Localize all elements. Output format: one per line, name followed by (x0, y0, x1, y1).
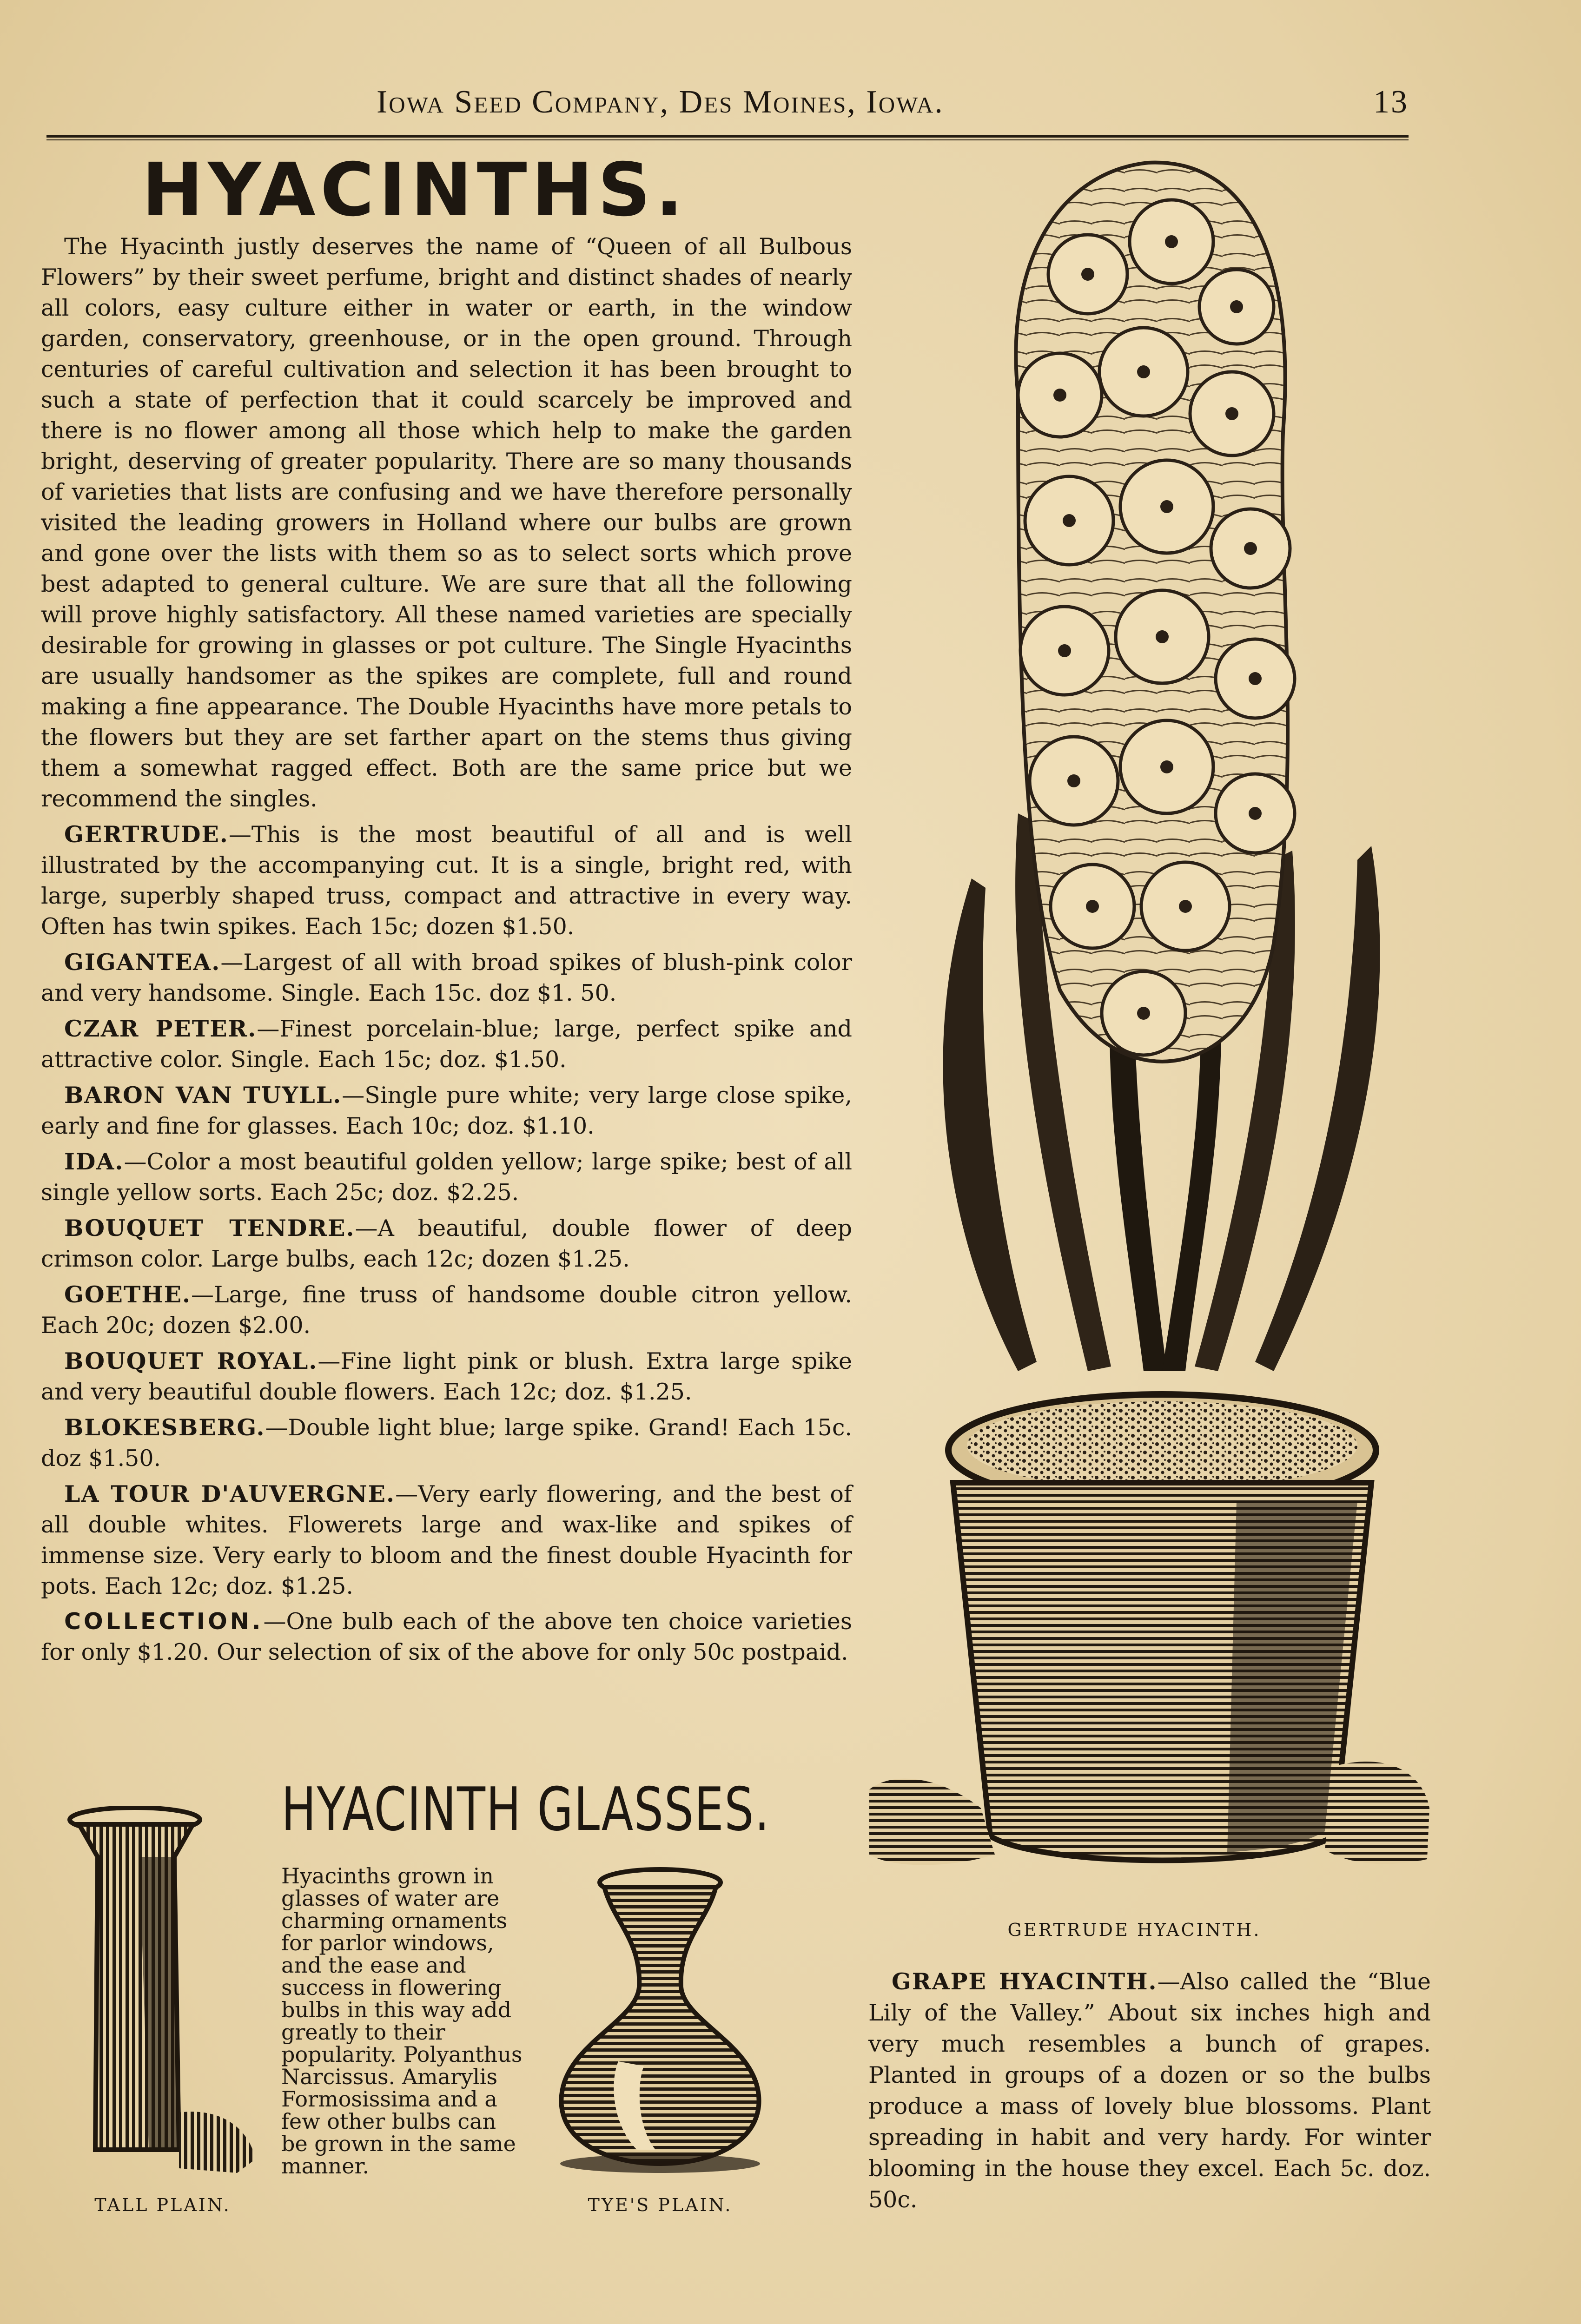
header-title: Iowa Seed Company, Des Moines, Iowa. (377, 84, 944, 120)
variety-description: —Color a most beautiful golden yellow; large spike; best of all single yellow sorts. Each 25c; doz. $2.25. (41, 1149, 852, 1206)
variety-name: LA TOUR D'AUVERGNE. (64, 1480, 396, 1507)
variety-description: —Fine light pink or blush. Extra large spike and very beautiful double flowers. Each 12c; doz. $1.25. (41, 1348, 852, 1405)
running-header (46, 84, 1409, 121)
variety-description: —Large, fine truss of handsome double citron yellow. Each 20c; dozen $2.00. (41, 1281, 852, 1339)
variety-entry (41, 1146, 852, 1208)
collection-name: COLLECTION. (64, 1608, 264, 1635)
variety-entry (41, 1279, 852, 1341)
grape-hyacinth-entry (868, 1966, 1431, 2215)
variety-entry (41, 1346, 852, 1407)
variety-entry (41, 947, 852, 1009)
illustration-caption: GERTRUDE HYACINTH. (1007, 1920, 1261, 1940)
collection-description: —One bulb each of the above ten choice varieties for only $1.20. Our selection of six of the above for only 50c postpaid. (41, 1608, 852, 1665)
variety-entry (41, 1213, 852, 1274)
caption-tall-plain: TALL PLAIN. (94, 2195, 231, 2215)
variety-entry (41, 1013, 852, 1075)
variety-name: BOUQUET ROYAL. (64, 1347, 318, 1374)
variety-entry (41, 819, 852, 942)
grape-hyacinth-description: —Also called the “Blue Lily of the Valley.” About six inches high and very much resembles a bunch of grapes. Planted in groups of a dozen or so the bulbs produce a mass of lovely blue blossoms. Plant spreading in habit and very hardy. For winter blooming in the house they excel. Each 5c. doz. 50c. (868, 1968, 1431, 2213)
variety-description: —Double light blue; large spike. Grand! Each 15c. doz $1.50. (41, 1414, 852, 1472)
tyes-plain-glass-illustration (544, 1866, 776, 2182)
variety-name: GIGANTEA. (64, 949, 221, 976)
variety-name: GERTRUDE. (64, 821, 229, 848)
variety-description: —Finest porcelain-blue; large, perfect spike and attractive color. Single. Each 15c; doz. $1.50. (41, 1016, 853, 1073)
page-title: HYACINTHS. (142, 147, 688, 233)
glasses-description: Hyacinths grown in glasses of water are charming ornaments for parlor windows, and the ease and success in flowering bulbs in this way add greatly to their popularity. Polyanthus Narcissus. Amarylis Formosissima and a few other bulbs can be grown in the same manner. (281, 1863, 523, 2179)
grape-hyacinth-name: GRAPE HYACINTH. (892, 1968, 1158, 1995)
tall-plain-glass-illustration (60, 1806, 260, 2196)
variety-description: —Single pure white; very large close spike, early and fine for glasses. Each 10c; doz. $1.10. (41, 1082, 853, 1139)
main-text-column (41, 231, 852, 1668)
header-rule (46, 135, 1409, 138)
glasses-title: HYACINTH GLASSES. (281, 1775, 770, 1844)
variety-name: BLOKESBERG. (64, 1414, 265, 1441)
gertrude-hyacinth-illustration (865, 153, 1432, 1915)
variety-entry (41, 1412, 852, 1474)
variety-description: —Largest of all with broad spikes of blush-pink color and very handsome. Single. Each 15c. doz $1. 50. (41, 949, 852, 1006)
header-rule-thin (46, 139, 1409, 140)
variety-name: BOUQUET TENDRE. (64, 1215, 355, 1241)
collection-entry (41, 1606, 852, 1668)
variety-name: IDA. (64, 1148, 124, 1175)
variety-name: BARON VAN TUYLL. (64, 1082, 342, 1109)
intro-paragraph: The Hyacinth justly deserves the name of “Queen of all Bulbous Flowers” by their sweet perfume, bright and distinct shades of nearly all colors, easy culture either in water or earth, in the window garden, conservatory, greenhouse, or in the open ground. Through centuries of careful cultivation and selection it has been brought to such a state of perfection that it could scarcely be improved and there is no flower among all those which help to make the garden bright, deserving of greater popularity. There are so many thousands of varieties that lists are confusing and we have therefore personally visited the leading growers in Holland where our bulbs are grown and gone over the lists with them so as to select sorts which prove best adapted to general culture. We are sure that all the following will prove highly satisfactory. All these named varieties are specially desirable for growing in glasses or pot culture. The Single Hyacinths are usually handsomer as the spikes are complete, full and round making a fine appearance. The Double Hyacinths have more petals to the flowers but they are set farther apart on the stems thus giving them a somewhat ragged effect. Both are the same price but we recommend the singles. (41, 233, 852, 812)
variety-description: —Very early flowering, and the best of all double whites. Flowerets large and wax-like and spikes of immense size. Very early to bloom and the finest double Hyacinth for pots. Each 12c; doz. $1.25. (41, 1481, 852, 1599)
page-number: 13 (1373, 84, 1409, 120)
variety-description: —A beautiful, double flower of deep crimson color. Large bulbs, each 12c; dozen $1.25. (41, 1215, 853, 1272)
variety-description: —This is the most beautiful of all and is well illustrated by the accompanying cut. It is a single, bright red, with large, superbly shaped truss, compact and attractive in every way. Often has twin spikes. Each 15c; dozen $1.50. (41, 821, 852, 940)
variety-name: GOETHE. (64, 1281, 192, 1308)
variety-entry (41, 1479, 852, 1602)
caption-tyes-plain: TYE'S PLAIN. (588, 2195, 733, 2215)
variety-name: CZAR PETER. (64, 1015, 257, 1042)
variety-entry (41, 1080, 852, 1142)
